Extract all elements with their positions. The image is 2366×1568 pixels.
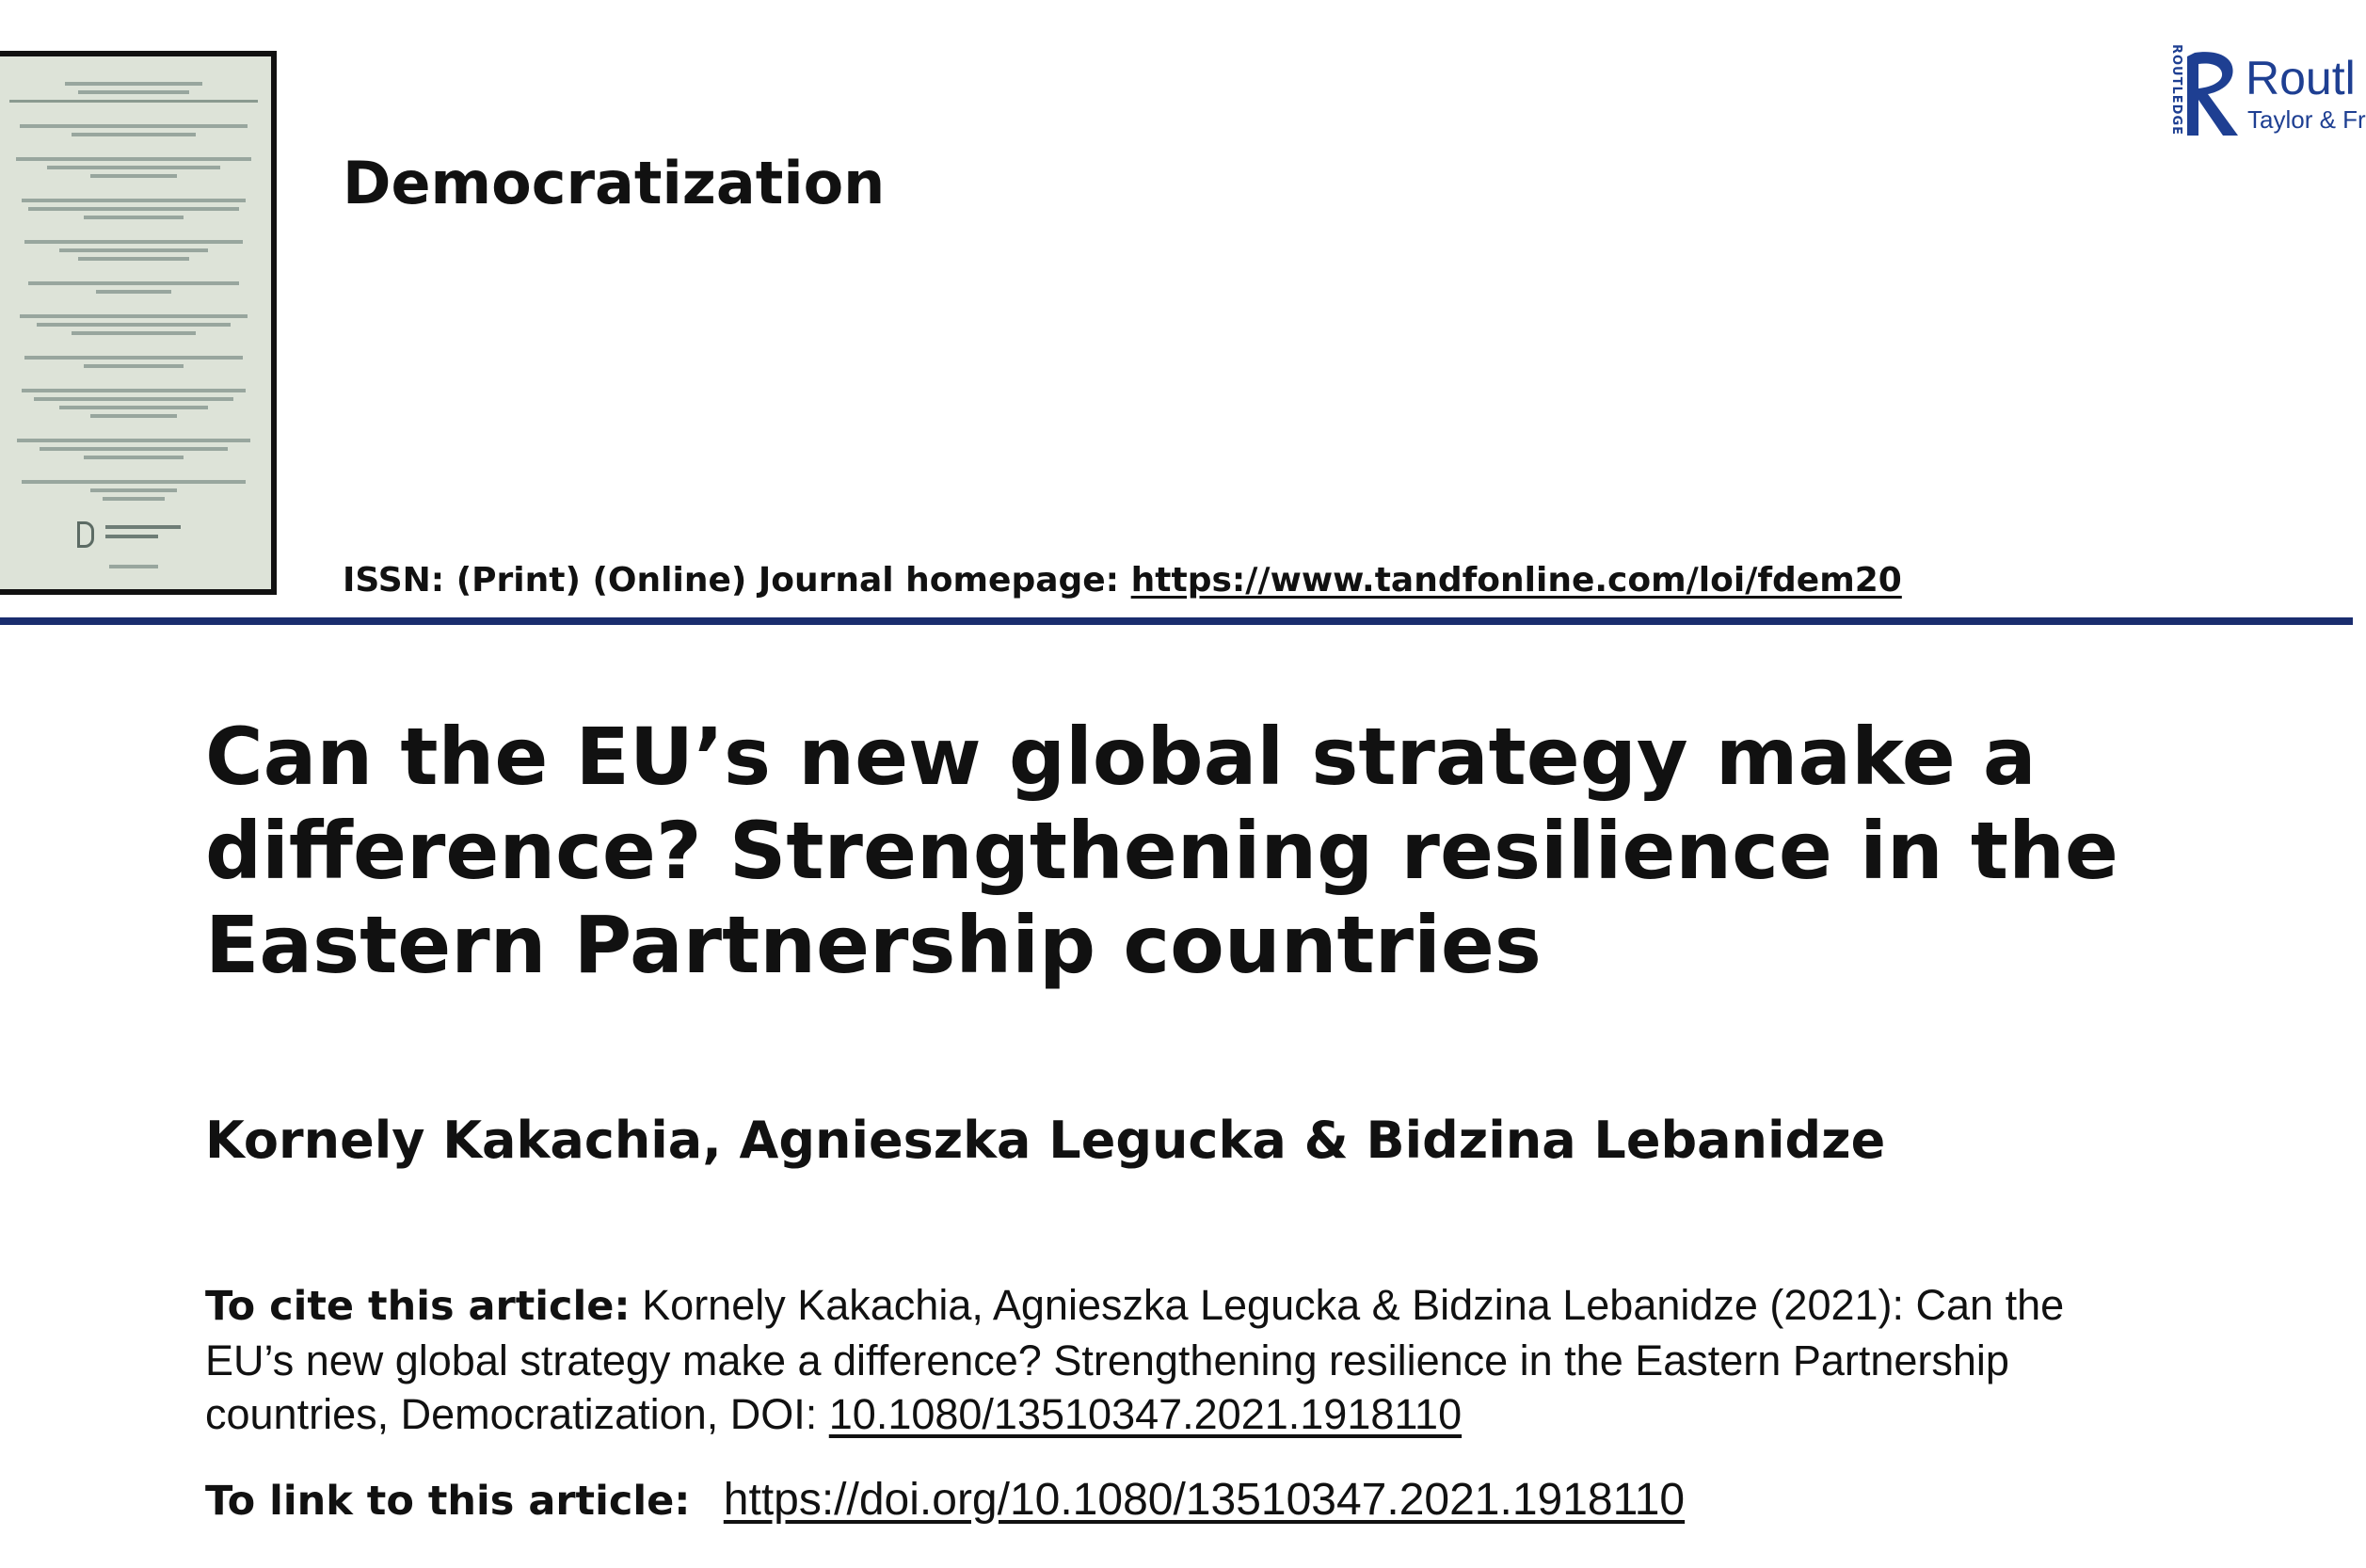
citation-label: To cite this article: [205, 1283, 631, 1330]
article-authors: Kornely Kakachia, Agnieszka Legucka & Bidzina Lebanidze [205, 1111, 1886, 1170]
citation-block [205, 1278, 2134, 1441]
issn-homepage-line [343, 561, 1902, 600]
publisher-vertical-wordmark: ROUTLEDGE [2169, 44, 2183, 136]
publisher-subtitle: Taylor & Fr [2247, 105, 2366, 134]
citation-doi-link[interactable]: 10.1080/13510347.2021.1918110 [828, 1390, 1463, 1438]
header-divider [0, 617, 2353, 625]
routledge-r-icon [2185, 47, 2246, 139]
journal-cover-image [0, 51, 277, 595]
issn-label: ISSN: (Print) (Online) Journal homepage: [343, 561, 1120, 600]
journal-homepage-link[interactable]: https://www.tandfonline.com/loi/fdem20 [1130, 561, 1902, 600]
article-link-line [205, 1474, 1685, 1526]
link-label: To link to this article: [205, 1478, 691, 1525]
publisher-logo [2166, 44, 2366, 141]
citation-text: Kornely Kakachia, Agnieszka Legucka & Bidzina Lebanidze (2021): Can the EU’s new global strategy make a difference? Strengthening resilience in the Eastern Partnership countries, Democratization, DOI: [205, 1281, 2065, 1438]
article-doi-url-link[interactable]: https://doi.org/10.1080/13510347.2021.1918110 [723, 1475, 1686, 1525]
publisher-name: Routl [2246, 52, 2356, 104]
journal-title: Democratization [343, 149, 886, 217]
article-title: Can the EU’s new global strategy make a difference? Strengthening resilience in the Eastern Partnership countries [205, 711, 2118, 991]
cover-publisher-logo [77, 521, 190, 550]
